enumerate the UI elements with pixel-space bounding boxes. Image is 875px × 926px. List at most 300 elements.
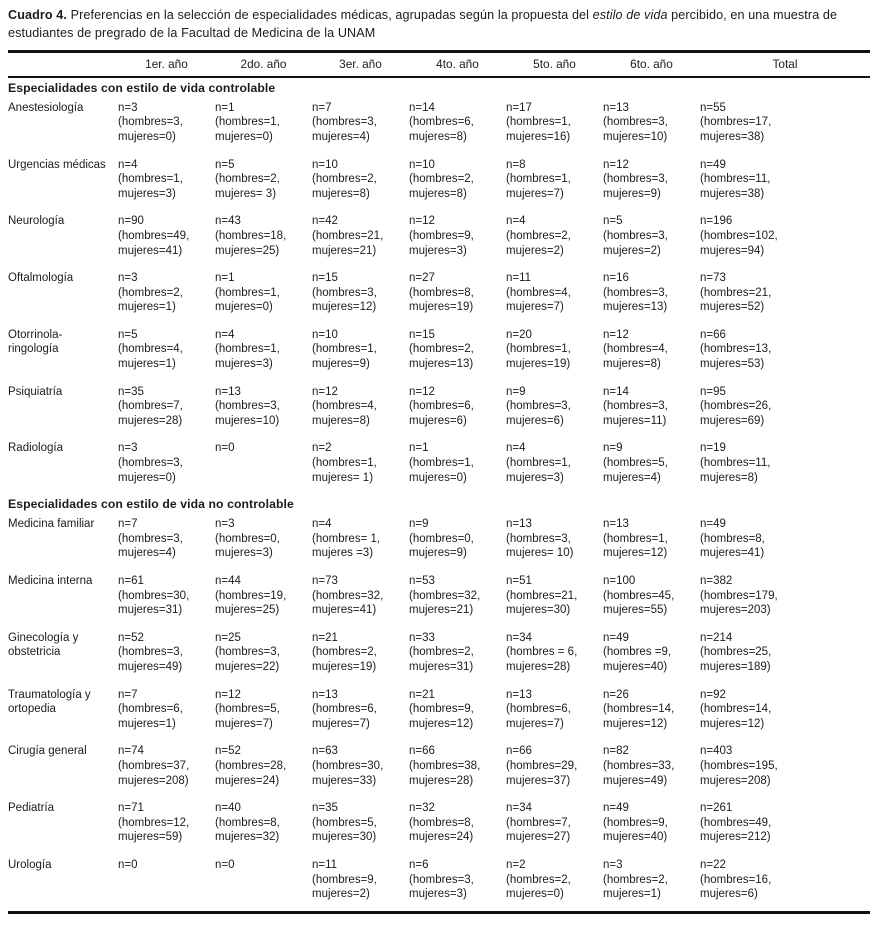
cell-line: mujeres=1) — [118, 301, 176, 314]
cell-line: n=35 — [118, 385, 144, 398]
cell-line: n=12 — [409, 385, 435, 398]
data-cell — [409, 797, 506, 854]
cell-line: n=27 — [409, 272, 435, 285]
specialty-label: Medicina interna — [8, 575, 93, 587]
cell-line: (hombres=3, — [506, 532, 571, 545]
cell-line: n=1 — [409, 442, 429, 455]
column-header-total: Total — [700, 51, 870, 77]
cell-line: n=7 — [118, 688, 138, 701]
data-cell — [700, 154, 870, 211]
cell-line: n=5 — [603, 215, 623, 228]
data-cell — [312, 154, 409, 211]
data-cell — [312, 267, 409, 324]
cell-line: n=12 — [215, 688, 241, 701]
cell-line: mujeres=21) — [409, 604, 474, 617]
cell-line: n=12 — [603, 328, 629, 341]
cell-line: n=382 — [700, 575, 733, 587]
specialty-label: Traumatología y ortopedia — [8, 688, 91, 716]
cell-line: (hombres=1, — [215, 116, 280, 129]
table-row — [8, 437, 870, 494]
data-cell — [409, 154, 506, 211]
cell-line: n=90 — [118, 215, 144, 228]
cell-line: mujeres=0) — [215, 301, 273, 314]
cell-line: n=13 — [506, 518, 532, 531]
specialty-label: Medicina familiar — [8, 518, 95, 531]
cell-line: mujeres=13) — [409, 358, 474, 371]
cell-line: n=13 — [603, 101, 629, 114]
data-cell — [506, 267, 603, 324]
column-header-6: 6to. año — [603, 51, 700, 77]
cell-line: (hombres=3, — [312, 116, 377, 129]
data-cell — [603, 381, 700, 438]
cell-line: n=4 — [506, 215, 526, 228]
cell-line: mujeres=13) — [603, 301, 668, 314]
cell-line: (hombres=1, — [118, 173, 183, 186]
cell-line: n=34 — [506, 631, 532, 644]
cell-line: (hombres=8, — [409, 286, 474, 299]
cell-line: mujeres=10) — [215, 414, 280, 427]
cell-line: (hombres=3, — [409, 873, 474, 886]
cell-line: (hombres=7, — [118, 400, 183, 413]
cell-line: mujeres=8) — [409, 130, 467, 143]
data-cell — [409, 210, 506, 267]
corner-cell — [8, 51, 118, 77]
data-cell — [409, 324, 506, 381]
data-cell — [215, 437, 312, 494]
cell-line: (hombres=30, — [118, 589, 190, 602]
cell-line: (hombres=14, — [603, 703, 675, 716]
cell-line: (hombres=3, — [603, 286, 668, 299]
cell-line: n=0 — [215, 858, 235, 871]
cell-line: mujeres=41) — [312, 604, 377, 617]
cell-line: n=196 — [700, 215, 733, 228]
cell-line: n=51 — [506, 575, 532, 587]
cell-line: (hombres=4, — [118, 343, 183, 356]
cell-line: (hombres=6, — [409, 400, 474, 413]
cell-line: mujeres=208) — [118, 774, 189, 787]
table-row — [8, 684, 870, 741]
cell-line: mujeres=3) — [215, 547, 273, 560]
cell-line: (hombres=6, — [409, 116, 474, 129]
cell-line: mujeres=38) — [700, 187, 765, 200]
data-cell — [312, 797, 409, 854]
data-cell — [118, 854, 215, 912]
cell-line: mujeres=40) — [603, 831, 668, 844]
cell-line: mujeres=3) — [118, 187, 176, 200]
data-cell — [506, 570, 603, 627]
cell-line: mujeres=24) — [409, 831, 474, 844]
cell-line: mujeres=41) — [700, 547, 765, 560]
cell-line: mujeres=22) — [215, 660, 280, 673]
cell-line: n=55 — [700, 101, 726, 114]
data-cell — [215, 210, 312, 267]
section-row — [8, 494, 870, 513]
data-cell — [215, 381, 312, 438]
cell-line: (hombres=1, — [312, 343, 377, 356]
cell-line: n=403 — [700, 745, 733, 758]
cell-line: mujeres=8) — [409, 187, 467, 200]
cell-line: (hombres=1, — [409, 457, 474, 470]
cell-line: (hombres=8, — [409, 816, 474, 829]
cell-line: mujeres=9) — [603, 187, 661, 200]
cell-line: (hombres=3, — [118, 457, 183, 470]
specialty-label: Radiología — [8, 442, 63, 455]
cell-line: n=33 — [409, 631, 435, 644]
data-cell — [312, 513, 409, 570]
cell-line: (hombres=4, — [506, 286, 571, 299]
cell-line: n=13 — [603, 518, 629, 531]
cell-line: n=15 — [409, 328, 435, 341]
data-cell — [118, 684, 215, 741]
cell-line: mujeres=94) — [700, 244, 765, 257]
data-cell — [506, 513, 603, 570]
cell-line: mujeres=6) — [409, 414, 467, 427]
column-header-1: 1er. año — [118, 51, 215, 77]
cell-line: (hombres=49, — [700, 816, 772, 829]
data-cell — [603, 97, 700, 154]
cell-line: mujeres=37) — [506, 774, 571, 787]
data-cell — [118, 740, 215, 797]
cell-line: (hombres=5, — [312, 816, 377, 829]
specialty-label: Cirugía general — [8, 745, 87, 758]
data-cell — [118, 797, 215, 854]
cell-line: (hombres=9, — [312, 873, 377, 886]
section-row — [8, 77, 870, 97]
data-cell — [215, 684, 312, 741]
cell-line: n=4 — [118, 158, 138, 171]
cell-line: mujeres=9) — [409, 547, 467, 560]
cell-line: mujeres=2) — [506, 244, 564, 257]
cell-line: n=49 — [700, 518, 726, 531]
cell-line: n=82 — [603, 745, 629, 758]
cell-line: mujeres=12) — [409, 717, 474, 730]
cell-line: (hombres=4, — [312, 400, 377, 413]
cell-line: n=1 — [215, 101, 235, 114]
column-header-4: 4to. año — [409, 51, 506, 77]
cell-line: mujeres=6) — [506, 414, 564, 427]
cell-line: (hombres=17, — [700, 116, 772, 129]
cell-line: n=9 — [603, 442, 623, 455]
cell-line: n=4 — [215, 328, 235, 341]
cell-line: n=17 — [506, 101, 532, 114]
cell-line: (hombres=1, — [506, 116, 571, 129]
cell-line: (hombres = 6, — [506, 646, 578, 659]
cell-line: (hombres=3, — [603, 173, 668, 186]
data-cell — [312, 324, 409, 381]
cell-line: (hombres=3, — [603, 116, 668, 129]
cell-line: n=3 — [118, 101, 138, 114]
cell-line: (hombres=9, — [409, 703, 474, 716]
data-cell — [118, 437, 215, 494]
caption-text-2: percibido, en una muestra de estudiantes de pregrado de la Facultad de Medicina de la UNAM — [8, 8, 838, 40]
data-cell — [506, 854, 603, 912]
cell-line: (hombres=11, — [700, 173, 771, 186]
cell-line: n=2 — [312, 442, 332, 455]
data-cell — [312, 740, 409, 797]
cell-line: mujeres=32) — [215, 831, 280, 844]
data-cell — [603, 797, 700, 854]
data-cell — [603, 627, 700, 684]
cell-line: (hombres=12, — [118, 816, 190, 829]
data-cell — [312, 97, 409, 154]
cell-line: n=26 — [603, 688, 629, 701]
data-cell — [118, 627, 215, 684]
data-cell — [215, 570, 312, 627]
caption-italic-phrase: estilo de vida — [592, 8, 668, 22]
cell-line: n=14 — [409, 101, 435, 114]
cell-line: (hombres=1, — [506, 457, 571, 470]
cell-line: mujeres=0) — [506, 888, 564, 901]
cell-line: (hombres=26, — [700, 400, 772, 413]
specialty-label: Ginecología y obstetricia — [8, 631, 79, 659]
cell-line: mujeres= 3) — [215, 187, 277, 200]
table-caption — [8, 7, 867, 43]
cell-line: mujeres=24) — [215, 774, 280, 787]
cell-line: n=13 — [215, 385, 241, 398]
cell-line: mujeres=0) — [215, 130, 273, 143]
cell-line: mujeres=3) — [506, 471, 564, 484]
cell-line: n=42 — [312, 215, 338, 228]
cell-line: (hombres=1, — [215, 286, 280, 299]
cell-line: mujeres=40) — [603, 660, 668, 673]
cell-line: n=11 — [312, 858, 338, 871]
data-cell — [409, 97, 506, 154]
cell-line: n=66 — [506, 745, 532, 758]
data-cell — [700, 97, 870, 154]
table-row — [8, 570, 870, 627]
table-row — [8, 210, 870, 267]
cell-line: (hombres=2, — [506, 873, 571, 886]
cell-line: mujeres= 10) — [506, 547, 574, 560]
cell-line: (hombres=3, — [118, 116, 183, 129]
data-cell — [312, 381, 409, 438]
cell-line: (hombres=2, — [409, 173, 474, 186]
cell-line: n=95 — [700, 385, 726, 398]
cell-line: n=13 — [506, 688, 532, 701]
cell-line: n=73 — [700, 272, 726, 285]
data-cell — [215, 797, 312, 854]
cell-line: n=22 — [700, 858, 726, 871]
specialty-label: Psiquiatría — [8, 385, 63, 398]
cell-line: mujeres=4) — [312, 130, 370, 143]
cell-line: n=52 — [118, 631, 144, 644]
cell-line: (hombres=38, — [409, 759, 481, 772]
cell-line: mujeres =3) — [312, 547, 374, 560]
specialty-label: Neurología — [8, 215, 65, 228]
cell-line: n=61 — [118, 575, 144, 587]
cell-line: mujeres=53) — [700, 358, 765, 371]
cell-line: n=3 — [118, 272, 138, 285]
cell-line: mujeres=8) — [312, 187, 370, 200]
data-cell — [700, 570, 870, 627]
cell-line: (hombres=0, — [409, 532, 474, 545]
data-cell — [700, 627, 870, 684]
cell-line: (hombres=7, — [506, 816, 571, 829]
specialty-label: Pediatría — [8, 802, 55, 815]
cell-line: mujeres=4) — [603, 471, 661, 484]
specialty-label: Urgencias médicas — [8, 158, 106, 171]
cell-line: mujeres=212) — [700, 831, 771, 844]
data-cell — [700, 324, 870, 381]
cell-line: (hombres=33, — [603, 759, 675, 772]
cell-line: mujeres=2) — [603, 244, 661, 257]
cell-line: n=4 — [312, 518, 332, 531]
cell-line: n=35 — [312, 802, 338, 815]
table-row — [8, 627, 870, 684]
data-cell — [118, 210, 215, 267]
data-cell — [506, 684, 603, 741]
specialty-label: Otorrinola- ringología — [8, 328, 63, 356]
cell-line: n=12 — [312, 385, 338, 398]
data-cell — [700, 267, 870, 324]
caption-label: Cuadro 4. — [8, 8, 67, 22]
table-row — [8, 854, 870, 912]
cell-line: n=1 — [215, 272, 235, 285]
cell-line: (hombres=1, — [506, 343, 571, 356]
cell-line: mujeres=27) — [506, 831, 571, 844]
data-cell — [506, 154, 603, 211]
data-cell — [603, 570, 700, 627]
cell-line: (hombres=6, — [506, 703, 571, 716]
cell-line: mujeres=28) — [409, 774, 474, 787]
column-header-2: 2do. año — [215, 51, 312, 77]
cell-line: n=2 — [506, 858, 526, 871]
cell-line: n=15 — [312, 272, 338, 285]
cell-line: mujeres=25) — [215, 604, 280, 617]
cell-line: mujeres=12) — [603, 717, 668, 730]
cell-line: n=3 — [603, 858, 623, 871]
cell-line: (hombres=21, — [312, 229, 384, 242]
cell-line: mujeres=49) — [603, 774, 668, 787]
cell-line: (hombres=2, — [118, 286, 183, 299]
cell-line: n=49 — [603, 802, 629, 815]
data-cell — [506, 210, 603, 267]
cell-line: mujeres=1) — [118, 358, 176, 371]
cell-line: mujeres=7) — [215, 717, 273, 730]
cell-line: (hombres=2, — [603, 873, 668, 886]
data-cell — [312, 437, 409, 494]
cell-line: (hombres=6, — [118, 703, 183, 716]
data-cell — [506, 324, 603, 381]
data-cell — [506, 437, 603, 494]
cell-line: (hombres=25, — [700, 646, 772, 659]
cell-line: mujeres=19) — [312, 660, 377, 673]
cell-line: (hombres=32, — [312, 589, 384, 602]
cell-line: mujeres=1) — [118, 717, 176, 730]
data-cell — [215, 740, 312, 797]
cell-line: mujeres=189) — [700, 660, 771, 673]
cell-line: (hombres= 1, — [312, 532, 381, 545]
cell-line: (hombres=2, — [409, 343, 474, 356]
data-cell — [603, 740, 700, 797]
cell-line: mujeres=21) — [312, 244, 377, 257]
data-cell — [215, 154, 312, 211]
cell-line: n=5 — [118, 328, 138, 341]
cell-line: n=52 — [215, 745, 241, 758]
table-row — [8, 267, 870, 324]
cell-line: mujeres=52) — [700, 301, 765, 314]
data-cell — [603, 437, 700, 494]
data-cell — [312, 684, 409, 741]
cell-line: (hombres=8, — [700, 532, 765, 545]
data-cell — [700, 797, 870, 854]
cell-line: mujeres=7) — [506, 301, 564, 314]
cell-line: n=6 — [409, 858, 429, 871]
cell-line: n=66 — [700, 328, 726, 341]
table-row — [8, 740, 870, 797]
data-cell — [700, 513, 870, 570]
cell-line: n=40 — [215, 802, 241, 815]
table-row — [8, 513, 870, 570]
cell-line: n=49 — [603, 631, 629, 644]
data-cell — [118, 570, 215, 627]
data-cell — [409, 437, 506, 494]
cell-line: (hombres=18, — [215, 229, 287, 242]
cell-line: n=43 — [215, 215, 241, 228]
specialty-label: Oftalmología — [8, 272, 74, 285]
data-cell — [409, 381, 506, 438]
cell-line: n=8 — [506, 158, 526, 171]
cell-line: n=214 — [700, 631, 733, 644]
cell-line: (hombres=5, — [603, 457, 668, 470]
cell-line: (hombres=16, — [700, 873, 772, 886]
cell-line: mujeres=69) — [700, 414, 765, 427]
table-row — [8, 97, 870, 154]
cell-line: (hombres=2, — [215, 173, 280, 186]
cell-line: (hombres=28, — [215, 759, 287, 772]
specialties-table — [8, 50, 870, 914]
cell-line: mujeres=55) — [603, 604, 668, 617]
column-header-3: 3er. año — [312, 51, 409, 77]
cell-line: (hombres=1, — [603, 532, 668, 545]
table-row — [8, 797, 870, 854]
data-cell — [700, 684, 870, 741]
data-cell — [700, 740, 870, 797]
cell-line: n=74 — [118, 745, 144, 758]
cell-line: n=3 — [215, 518, 235, 531]
cell-line: (hombres=14, — [700, 703, 772, 716]
cell-line: mujeres=7) — [506, 187, 564, 200]
cell-line: n=12 — [603, 158, 629, 171]
cell-line: mujeres=0) — [118, 471, 176, 484]
data-cell — [603, 267, 700, 324]
cell-line: n=21 — [312, 631, 338, 644]
cell-line: (hombres=3, — [118, 646, 183, 659]
cell-line: n=66 — [409, 745, 435, 758]
cell-line: (hombres=21, — [506, 589, 578, 602]
cell-line: (hombres=2, — [312, 646, 377, 659]
cell-line: n=49 — [700, 158, 726, 171]
cell-line: n=10 — [312, 328, 338, 341]
data-cell — [409, 570, 506, 627]
cell-line: n=21 — [409, 688, 435, 701]
cell-line: n=0 — [118, 858, 138, 871]
cell-line: (hombres=2, — [312, 173, 377, 186]
cell-line: (hombres=19, — [215, 589, 287, 602]
data-cell — [409, 513, 506, 570]
cell-line: n=3 — [118, 442, 138, 455]
cell-line: mujeres=30) — [506, 604, 571, 617]
cell-line: n=25 — [215, 631, 241, 644]
data-cell — [506, 740, 603, 797]
cell-line: mujeres=8) — [603, 358, 661, 371]
data-cell — [215, 513, 312, 570]
cell-line: (hombres=3, — [215, 400, 280, 413]
data-cell — [312, 570, 409, 627]
data-cell — [409, 854, 506, 912]
cell-line: mujeres=10) — [603, 130, 668, 143]
cell-line: mujeres=6) — [700, 888, 758, 901]
